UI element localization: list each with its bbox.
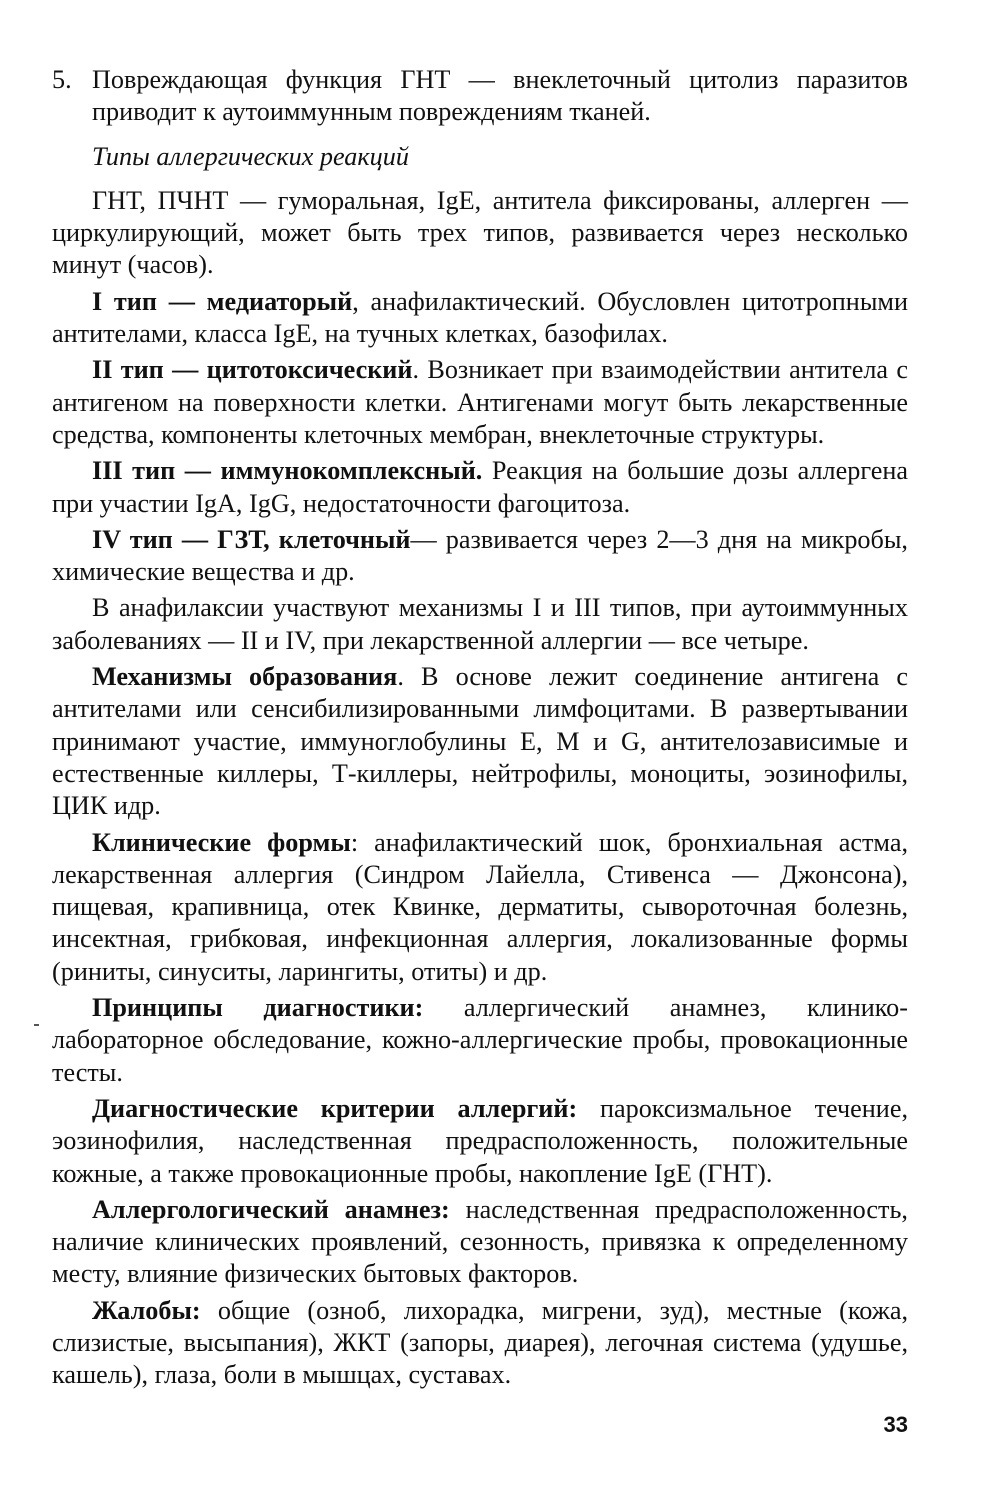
complaints-text: общие (озноб, лихорадка, мигрени, зуд), местные (кожа, слизистые, высыпания), ЖКТ (запоры, диарея), легочная система (удушье, кашель), глаза, боли в мышцах, суставах. xyxy=(52,1295,908,1390)
clinical-forms-text: : анафилактический шок, бронхиальная астма, лекарственная аллергия (Синдром Лайелла, Стивенса — Джонсона), пищевая, крапивница, отек Квинке, дерматиты, сывороточная болезнь, инсектная, грибковая, инфекционная аллергия, локализованные формы (риниты, синуситы, ларингиты, отиты) и др. xyxy=(52,827,908,986)
diagnostics-paragraph xyxy=(52,992,908,1089)
criteria-label: Диагностические критерии аллергий: xyxy=(92,1093,578,1123)
type3-text: Реакция на большие дозы аллергена при участии IgA, IgG, недостаточности фагоцитоза. xyxy=(52,456,908,518)
clinical-forms-paragraph xyxy=(52,827,908,988)
type2-label: II тип — цитотоксический xyxy=(92,355,413,385)
mechanisms-label: Механизмы образования xyxy=(92,662,398,692)
anamnesis-text: наследственная предрасположенность, наличие клинических проявлений, сезонность, привязка к определенному месту, влияние физических бытовых факторов. xyxy=(52,1194,908,1289)
intro-paragraph: ГНТ, ПЧНТ — гуморальная, IgE, антитела фиксированы, аллерген — циркулирующий, может быть трех типов, развивается через несколько минут (часов). xyxy=(52,185,908,280)
type4-paragraph xyxy=(52,524,908,589)
diagnostics-label: Принципы диагностики: xyxy=(92,993,424,1023)
mechanisms-text: . В основе лежит соединение антигена с антителами или сенсибилизированными лимфоцитами. В развертывании принимают участие, иммуноглобулины Е, М и G, антителозависимые и естественные киллеры, Т-киллеры, нейтрофилы, моноциты, эозинофилы, ЦИК идр. xyxy=(52,662,909,821)
mechanisms-paragraph xyxy=(52,661,908,822)
type1-text: , анафилактический. Обусловлен цитотропными антителами, класса IgE, на тучных клетках, базофилах. xyxy=(52,286,908,349)
type2-text: . Возникает при взаимодействии антитела с антигеном на поверхности клетки. Антигенами могут быть лекарственные средства, компоненты клеточных мембран, внеклеточные структуры. xyxy=(52,355,908,449)
list-item-number: 5. xyxy=(52,65,72,94)
anamnesis-label: Аллергологический анамнез: xyxy=(92,1194,450,1224)
complaints-paragraph xyxy=(52,1295,908,1392)
type4-label: IV тип — ГЗТ, клеточный xyxy=(92,524,411,554)
clinical-forms-label: Клинические формы xyxy=(92,827,351,857)
type2-paragraph xyxy=(52,354,908,451)
complaints-label: Жалобы: xyxy=(92,1295,201,1325)
margin-mark xyxy=(34,1024,39,1026)
list-item-text: Повреждающая функция ГНТ — внеклеточный цитолиз паразитов приводит к аутоиммунным повреждениям тканей. xyxy=(92,65,908,127)
section-title: Типы аллергических реакций xyxy=(92,141,409,171)
type1-label: I тип — медиаторый xyxy=(92,286,353,316)
diagnostics-text: аллергический анамнез, клинико-лабораторное обследование, кожно-аллергические пробы, провокационные тесты. xyxy=(52,993,908,1087)
anamnesis-paragraph xyxy=(52,1194,908,1291)
page-number: 33 xyxy=(883,1412,908,1437)
criteria-paragraph xyxy=(52,1093,908,1190)
type3-paragraph xyxy=(52,455,908,520)
type3-label: III тип — иммунокомплексный. xyxy=(92,456,483,486)
page-body xyxy=(52,64,908,1396)
type4-text: — развивается через 2—3 дня на микробы, химические вещества и др. xyxy=(52,524,908,587)
list-item-5 xyxy=(52,64,908,129)
type1-paragraph xyxy=(52,286,908,351)
anaphylaxis-paragraph: В анафилаксии участвуют механизмы I и III типов, при аутоиммунных заболеваниях — II и IV, при лекарственной аллергии — все четыре. xyxy=(52,593,908,655)
criteria-text: пароксизмальное течение, эозинофилия, наследственная предрасположенность, положительные кожные, а также провокационные пробы, накопление IgE (ГНТ). xyxy=(52,1093,908,1188)
